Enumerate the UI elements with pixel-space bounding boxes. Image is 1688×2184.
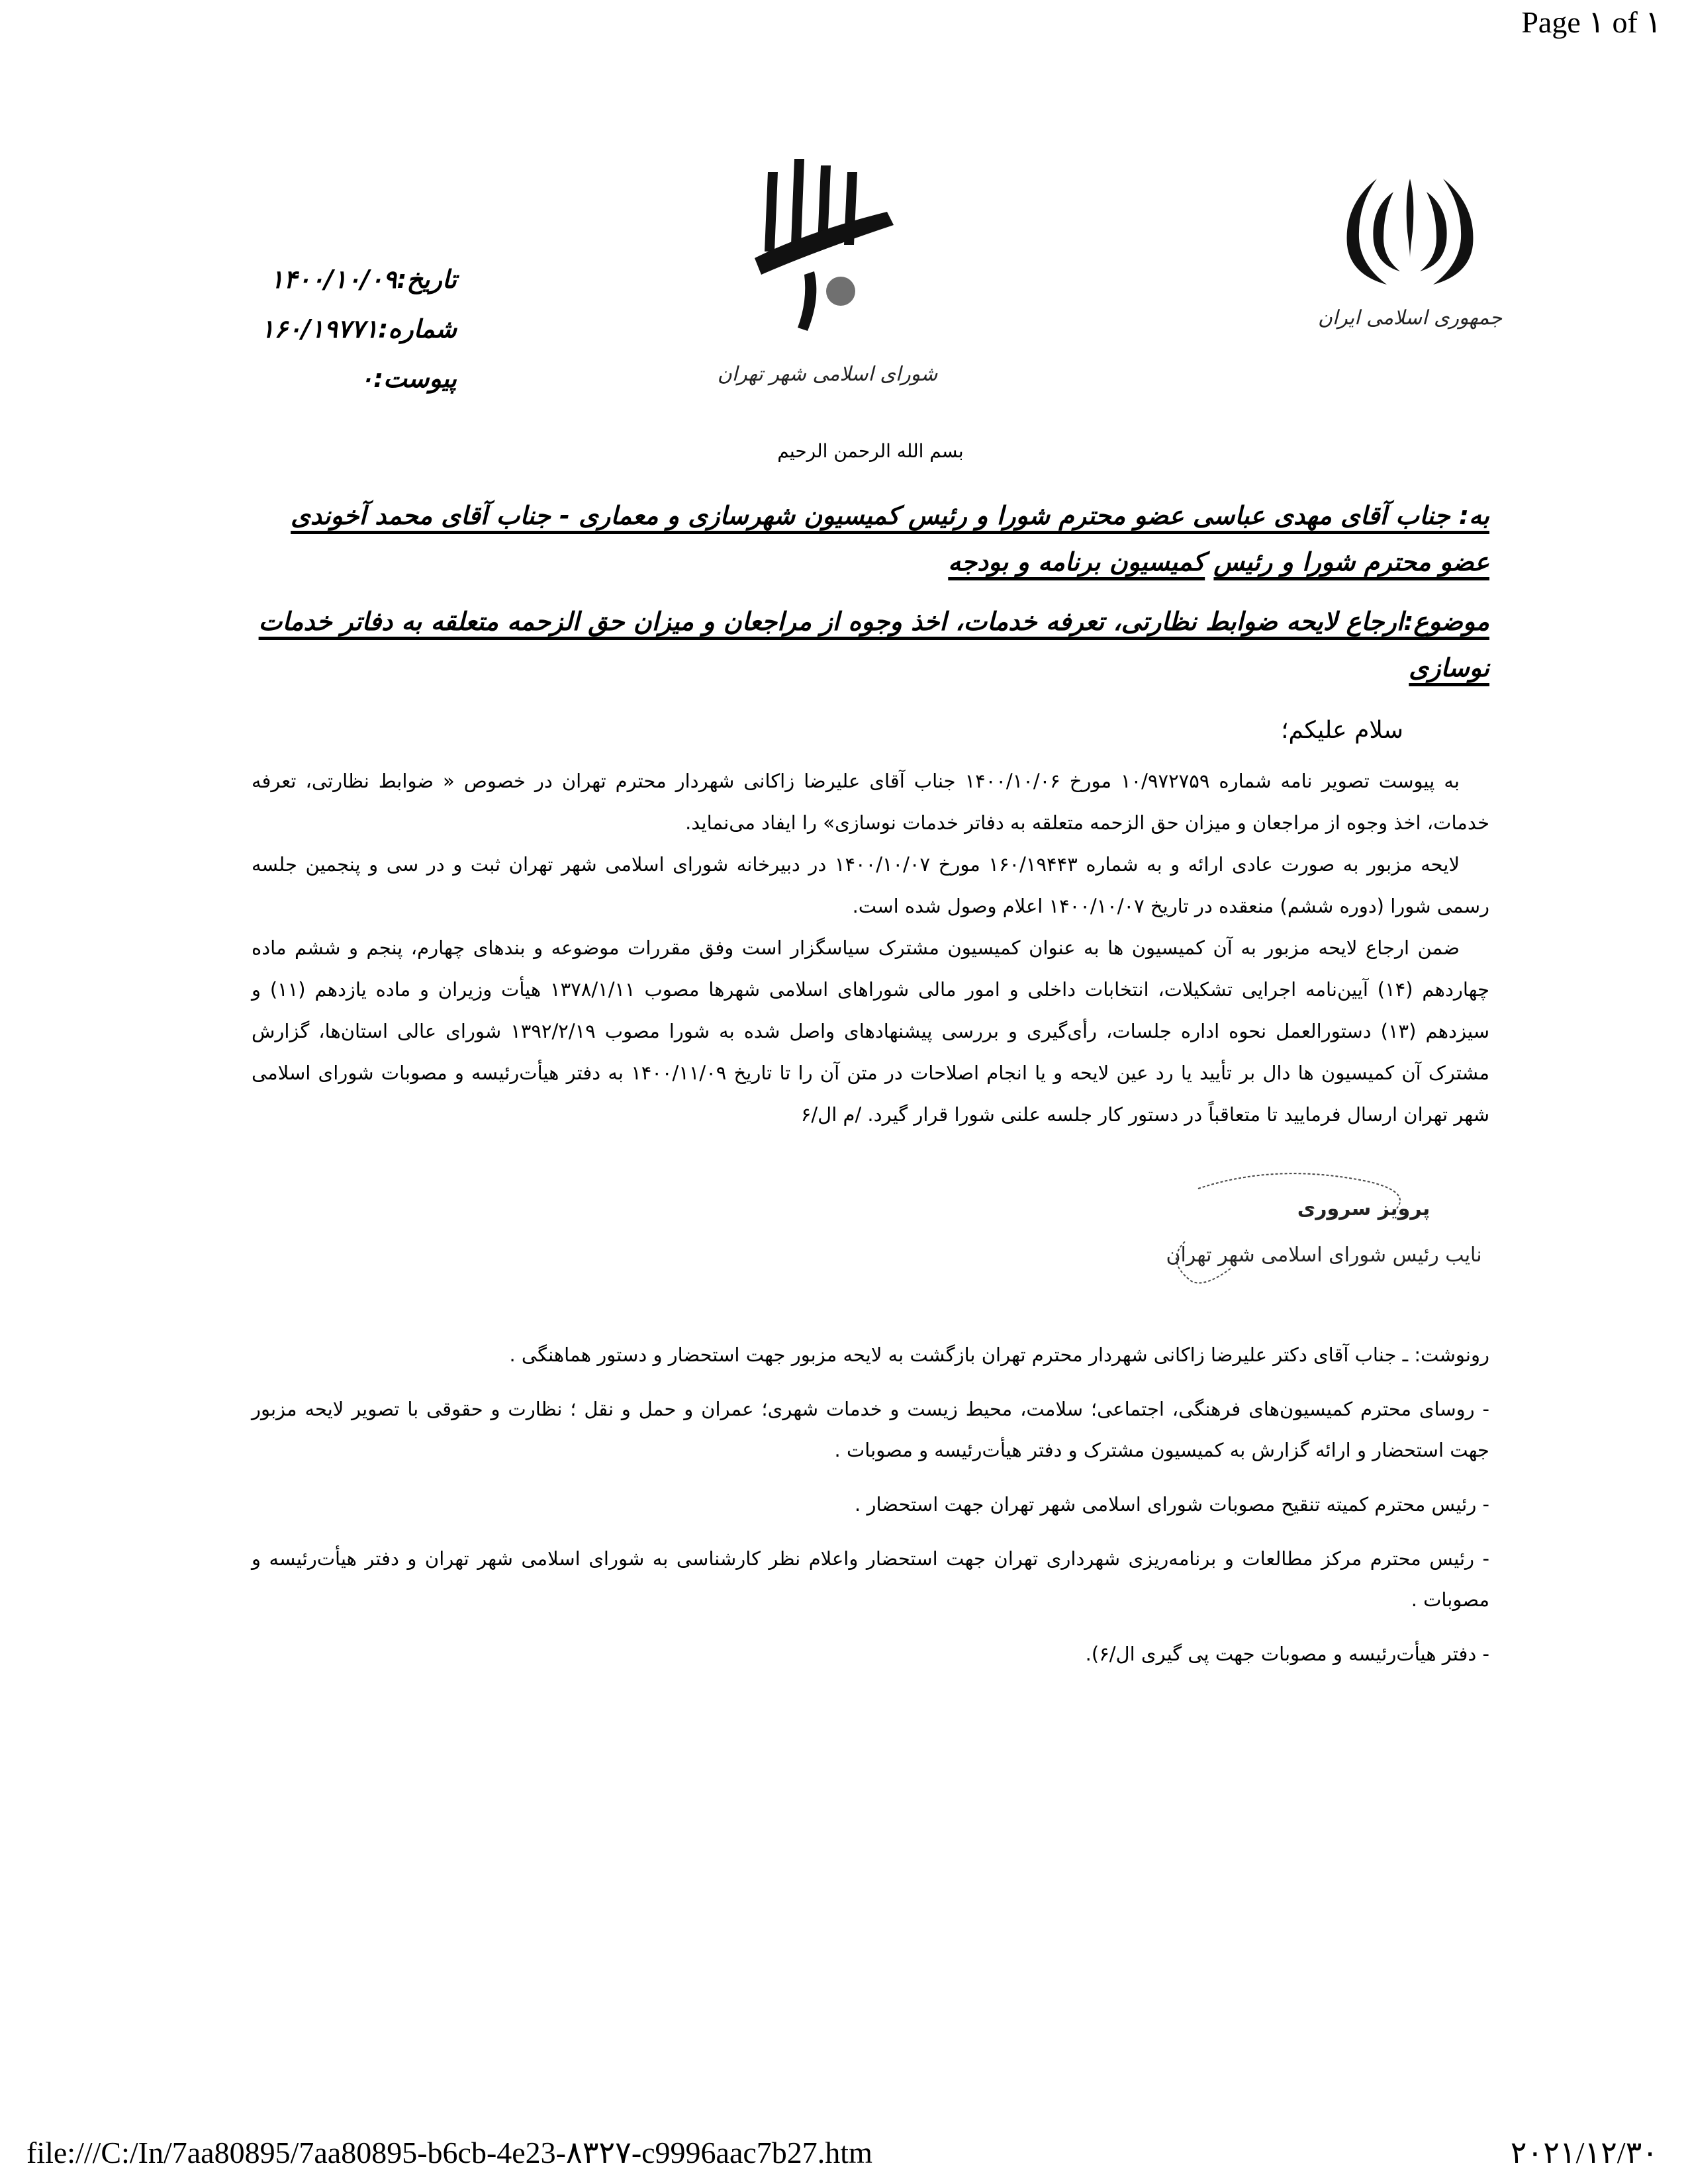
- subject-text: موضوع:ارجاع لایحه ضوابط نظارتی، تعرفه خدمات، اخذ وجوه از مراجعان و میزان حق الزحمه متعلقه به دفاتر خدمات نوسازی: [258, 607, 1489, 682]
- greeting: سلام علیکم؛: [1281, 717, 1403, 744]
- bismillah: بسم الله الرحمن الرحیم: [777, 440, 964, 462]
- subject-line: [252, 598, 1489, 691]
- signer-title: نایب رئیس شورای اسلامی شهر تهران: [1166, 1244, 1482, 1267]
- recipient-text-2: کمیسیون برنامه و بودجه: [948, 547, 1205, 576]
- letter-attachment: پیوست:۰: [359, 364, 457, 393]
- cc-item: - روسای محترم کمیسیون‌های فرهنگی، اجتماعی؛ سلامت، محیط زیست و خدمات شهری؛ عمران و حمل و نقل ؛ نظارت و حقوقی با تصویر لایحه مزبور جهت استحضار و ارائه گزارش به کمیسیون مشترک و دفتر هیأت‌رئیسه و مصوبات .: [252, 1398, 1489, 1461]
- body-paragraph: لایحه مزبور به صورت عادی ارائه و به شماره ۱۶۰/۱۹۴۴۳ مورخ ۱۴۰۰/۱۰/۰۷ در دبیرخانه شورای اسلامی شهر تهران ثبت و در سی و پنجمین جلسه رسمی شورا (دوره ششم) منعقده در تاریخ ۱۴۰۰/۱۰/۰۷ اعلام وصول شده است.: [252, 853, 1489, 917]
- cc-item: - دفتر هیأت‌رئیسه و مصوبات جهت پی گیری ال/۶).: [1085, 1643, 1489, 1665]
- footer-print-date: ۲۰۲۱/۱۲/۳۰: [1510, 2136, 1658, 2169]
- tehran-council-logo: [717, 152, 938, 397]
- page-number: Page ۱ of ۱: [1521, 5, 1662, 39]
- recipient-block: [252, 492, 1489, 585]
- letter-metadata: [252, 255, 457, 404]
- letter-date: تاریخ:۱۴۰۰/۱۰/۰۹: [270, 265, 457, 294]
- recipient-text-1: به: جناب آقای مهدی عباسی عضو محترم شورا و رئیس کمیسیون شهرسازی و معماری - جناب آقای محمد آخوندی عضو محترم شورا و رئیس: [291, 501, 1489, 576]
- cc-item: - رئیس محترم کمیته تنقیح مصوبات شورای اسلامی شهر تهران جهت استحضار .: [855, 1493, 1489, 1516]
- cc-item: رونوشت: ـ جناب آقای دکتر علیرضا زاکانی شهردار محترم تهران بازگشت به لایحه مزبور جهت استحضار و دستور هماهنگی .: [509, 1343, 1489, 1366]
- cc-item: - رئیس محترم مرکز مطالعات و برنامه‌ریزی شهرداری تهران جهت استحضار واعلام نظر کارشناسی به شورای اسلامی شهر تهران و دفتر هیأت‌رئیسه و مصوبات .: [252, 1547, 1489, 1611]
- emblem-text: جمهوری اسلامی ایران: [1317, 306, 1503, 330]
- signature-block: [1145, 1162, 1489, 1295]
- footer-file-url: file:///C:/In/7aa80895/7aa80895-b6cb-4e23-۸۳۲۷-c9996aac7b27.htm: [26, 2136, 872, 2169]
- body-paragraph: به پیوست تصویر نامه شماره ۱۰/۹۷۲۷۵۹ مورخ ۱۴۰۰/۱۰/۰۶ جناب آقای علیرضا زاکانی شهردار محترم تهران در خصوص « ضوابط نظارتی، تعرفه خدمات، اخذ وجوه از مراجعان و میزان حق الزحمه متعلقه به دفاتر خدمات نوسازی» را ایفاد می‌نماید.: [252, 770, 1489, 834]
- body-paragraph: ضمن ارجاع لایحه مزبور به آن کمیسیون ها به عنوان کمیسیون مشترک سیاسگزار است وفق مقررات موضوعه و بندهای چهارم، پنجم و ششم ماده چهاردهم (۱۴) آیین‌نامه اجرایی تشکیلات، انتخابات داخلی و امور مالی شوراهای اسلامی شهرها مصوب ۱۳۷۸/۱/۱۱ هیأت وزیران و ماده یازدهم (۱۱) و سیزدهم (۱۳) دستورالعمل نحوه اداره جلسات، رأی‌گیری و بررسی پیشنهادهای واصل شده به شورا مصوب ۱۳۹۲/۲/۱۹ شورای عالی استان‌ها، گزارش مشترک آن کمیسیون ها دال بر تأیید یا رد عین لایحه و یا انجام اصلاحات در متن آن را تا تاریخ ۱۴۰۰/۱۱/۰۹ به دفتر هیأت‌رئیسه و مصوبات شورای اسلامی شهر تهران ارسال فرمایید تا متعاقباً در دستور کار جلسه علنی شورا قرار گیرد. /م ال/۶: [252, 936, 1489, 1126]
- letter-body: [252, 437, 1489, 1688]
- iran-emblem-logo: [1317, 165, 1503, 338]
- council-text: شورای اسلامی شهر تهران: [717, 363, 938, 386]
- letter-number: شماره:۱۶۰/۱۹۷۷۱: [260, 314, 457, 343]
- signer-name: پرویز سروری: [1297, 1197, 1430, 1220]
